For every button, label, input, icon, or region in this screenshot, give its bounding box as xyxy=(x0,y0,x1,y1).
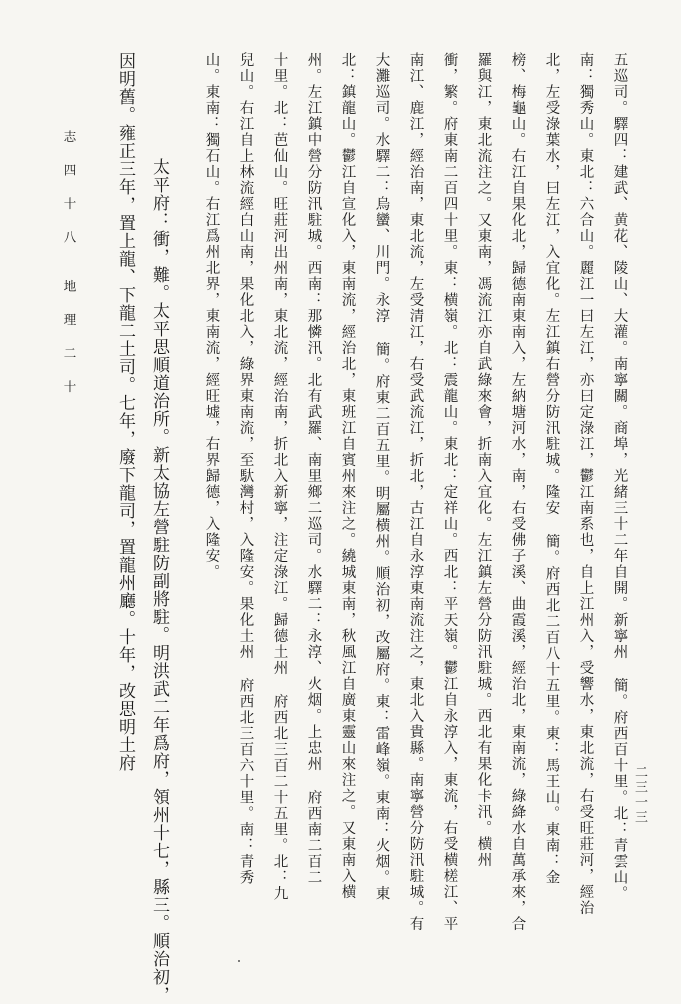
text-column-14: 太平府：衝，難。太平思順道治所。新太協左營駐防副將駐。明洪武二年爲府，領州十七，縣三。順治初， xyxy=(149,158,169,1004)
text-column-8: 大灘巡司。水驛二：烏蠻、川門。永淳 簡。府東二百五里。明屬横州。順治初，改屬府。東：雷峰嶺。東南：火烟。東 xyxy=(373,52,390,902)
running-head: 志 四 十 八 地 理 二 十 xyxy=(62,130,77,396)
text-column-7: 南江、鹿江，經治南，東北流，左受清江，右受武流江，折北，古江自永淳東南流注之，東北入貴縣。南寧營分防汛駐城。有 xyxy=(407,52,424,932)
text-column-15: 因明舊。雍正三年，置上龍、下龍二土司。七年，廢下龍司，置龍州廳。十年，改思明土府 xyxy=(115,52,135,772)
text-column-3: 北，左受淥葉水，曰左江，入宜化。左江鎮右營分防汛駐城。隆安 簡。府西北二百八十五里。東：馬王山。東南：金 xyxy=(543,52,560,886)
page-number: 二三一三 xyxy=(632,765,647,825)
text-column-4: 榜、梅龜山。右江自果化北，歸德南東南入，左納塘河水，南，右受佛子溪、曲霞溪，經治北，東南流，綠絳水自萬承來，合 xyxy=(509,52,526,932)
text-column-2: 南：獨秀山。東北：六合山。麗江一曰左江，亦曰定淥江，鬱江南系也，自上江州入，受響水，東北流，右受旺莊河，經治 xyxy=(577,52,594,916)
scan-speck xyxy=(238,960,240,962)
text-column-12: 兒山。右江自上林流經白山南，果化北入，綠界東南流，至馱灣村，入隆安。果化土州 府西北三百六十里。南：青秀 xyxy=(237,52,254,886)
text-column-5: 羅與江，東北流注之。又東南，馮流江亦自武綠來會，折南入宜化。左江鎮左營分防汛駐城。西北有果化卡汛。横州 xyxy=(475,52,492,868)
text-column-11: 十里。北：芭仙山。旺莊河出州南，東北流，經治南，折北入新寧，注定淥江。歸德土州 府西北三百二十五里。北：九 xyxy=(271,52,288,902)
text-column-9: 北：鎮龍山。鬱江自宣化入，東南流，經治北，東班江自賓州來注之。繞城東南，秋風江自廣東靈山來注之。又東南入横 xyxy=(339,52,356,900)
text-column-6: 衝，繁。府東南二百四十里。東：横嶺。北：震龍山。東北：定祥山。西北：平天嶺。鬱江自永淳入，東流，右受横槎江、平 xyxy=(441,52,458,932)
text-column-13: 山。東南：獨石山。右江爲州北界，東南流，經旺墟，右界歸德，入隆安。 xyxy=(203,52,220,580)
text-column-1: 五巡司。驛四：建武、黄花、陵山、大灌。南寧關。商埠，光緒三十二年自開。新寧州 簡。府西百十里。北：青雲山。 xyxy=(611,52,628,902)
text-column-10: 州。左江鎮中營分防汛駐城。西南：那憐汛。北有武羅、南里鄉二巡司。水驛二：永淳、火烟。上忠州 府西南二百二 xyxy=(305,52,322,886)
